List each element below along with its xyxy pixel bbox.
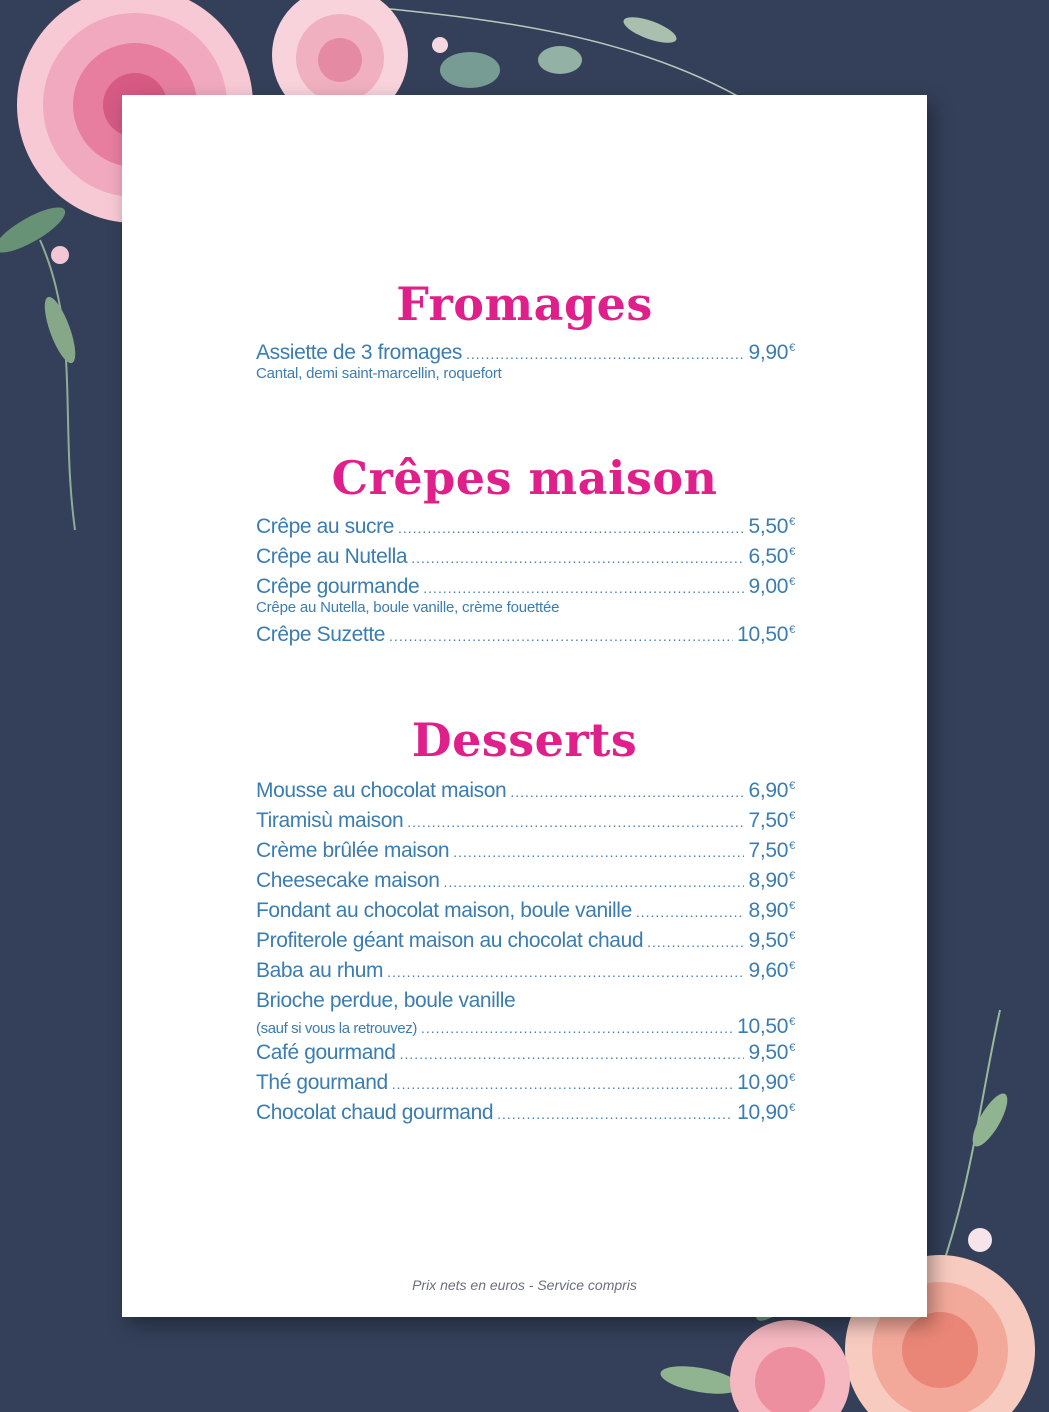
item-name: Thé gourmand xyxy=(256,1071,388,1094)
item-price: 9,50€ xyxy=(748,1041,795,1064)
dot-leader xyxy=(421,1020,733,1036)
item-name: Fondant au chocolat maison, boule vanille xyxy=(256,899,632,922)
item-price: 7,50€ xyxy=(748,839,795,862)
section-title-crepes: Crêpes maison xyxy=(331,451,718,505)
item-price: 8,90€ xyxy=(748,869,795,892)
item-price: 10,50€ xyxy=(737,623,795,646)
menu-item xyxy=(256,779,795,809)
item-description: Crêpe au Nutella, boule vanille, crème fouettée xyxy=(256,599,560,616)
item-price: 10,90€ xyxy=(737,1071,795,1094)
dot-leader xyxy=(647,934,744,950)
item-name: Crêpe au Nutella xyxy=(256,545,408,568)
crepes-list xyxy=(256,515,795,653)
item-name: Crêpe gourmande xyxy=(256,575,420,598)
item-price: 9,90€ xyxy=(748,341,795,364)
item-price: 7,50€ xyxy=(748,809,795,832)
dot-leader xyxy=(423,580,744,596)
item-description: Cantal, demi saint-marcellin, roquefort xyxy=(256,365,502,382)
item-name: Cheesecake maison xyxy=(256,869,440,892)
section-title-desserts: Desserts xyxy=(411,713,638,767)
item-note: (sauf si vous la retrouvez) xyxy=(256,1020,417,1037)
item-price: 9,50€ xyxy=(748,929,795,952)
menu-item xyxy=(256,839,795,869)
item-name: Brioche perdue, boule vanille xyxy=(256,989,516,1012)
fromages-list xyxy=(256,341,795,389)
item-price: 8,90€ xyxy=(748,899,795,922)
item-price: 6,50€ xyxy=(748,545,795,568)
dot-leader xyxy=(443,874,744,890)
menu-item xyxy=(256,623,795,653)
item-price: 6,90€ xyxy=(748,779,795,802)
dot-leader xyxy=(398,520,745,536)
section-title-fromages: Fromages xyxy=(396,277,653,331)
menu-item xyxy=(256,809,795,839)
dot-leader xyxy=(497,1106,733,1122)
dot-leader xyxy=(392,1076,733,1092)
menu-item xyxy=(256,1101,795,1131)
dot-leader xyxy=(510,784,744,800)
menu-item xyxy=(256,1041,795,1071)
menu-item xyxy=(256,899,795,929)
item-price: 9,60€ xyxy=(748,959,795,982)
item-name: Crêpe Suzette xyxy=(256,623,386,646)
item-name: Profiterole géant maison au chocolat chaud xyxy=(256,929,644,952)
dot-leader xyxy=(389,628,733,644)
item-price: 10,50€ xyxy=(737,1015,795,1038)
menu-item-subline xyxy=(256,1015,795,1041)
item-name: Tiramisù maison xyxy=(256,809,404,832)
menu-item xyxy=(256,1071,795,1101)
dot-leader xyxy=(636,904,745,920)
item-name: Chocolat chaud gourmand xyxy=(256,1101,494,1124)
desserts-list xyxy=(256,779,795,1131)
dot-leader xyxy=(466,346,745,362)
item-name: Crêpe au sucre xyxy=(256,515,394,538)
menu-item xyxy=(256,515,795,545)
item-price: 9,00€ xyxy=(748,575,795,598)
dot-leader xyxy=(411,550,744,566)
footer-note: Prix nets en euros - Service compris xyxy=(412,1277,637,1293)
menu-item xyxy=(256,959,795,989)
item-name: Assiette de 3 fromages xyxy=(256,341,462,364)
menu-sheet xyxy=(122,95,927,1317)
dot-leader xyxy=(387,964,744,980)
item-name: Mousse au chocolat maison xyxy=(256,779,507,802)
item-name: Crème brûlée maison xyxy=(256,839,450,862)
dot-leader xyxy=(453,844,744,860)
menu-item xyxy=(256,869,795,899)
item-price: 10,90€ xyxy=(737,1101,795,1124)
dot-leader xyxy=(407,814,744,830)
item-name: Café gourmand xyxy=(256,1041,396,1064)
dot-leader xyxy=(400,1046,745,1062)
item-name: Baba au rhum xyxy=(256,959,384,982)
menu-item xyxy=(256,929,795,959)
menu-item xyxy=(256,545,795,575)
item-price: 5,50€ xyxy=(748,515,795,538)
